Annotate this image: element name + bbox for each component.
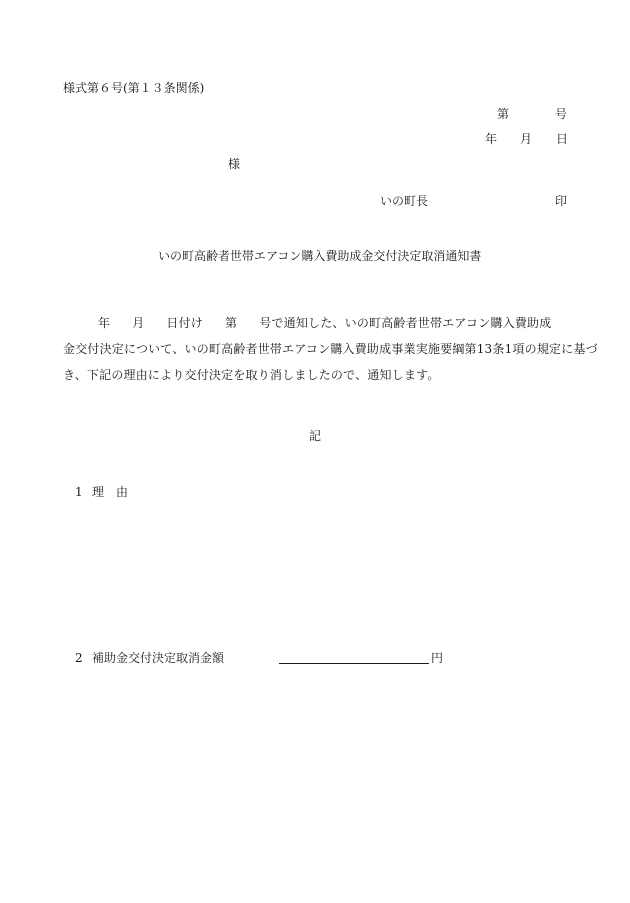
body-date-suffix: 日付け [166, 316, 204, 330]
date-month: 月 [520, 132, 533, 146]
date-day: 日 [556, 132, 569, 146]
date-year: 年 [485, 132, 498, 146]
item-1-label: 理 由 [92, 485, 129, 499]
notice-body-line-1 [63, 310, 578, 336]
issuer-name: いの町長 [380, 194, 429, 208]
body-line1-rest: 号で通知した、いの町高齢者世帯エアコン購入費助成 [259, 316, 552, 330]
item-2-number: 2 [75, 651, 83, 665]
doc-number-prefix: 第 [497, 107, 510, 121]
notice-body [63, 310, 598, 388]
notice-body-line-3: き、下記の理由により交付決定を取り消しましたので、通知します。 [63, 368, 440, 382]
amount-blank-line [279, 663, 429, 664]
issuer-seal: 印 [555, 194, 568, 208]
doc-number-suffix: 号 [555, 107, 568, 121]
ki-heading: 記 [309, 429, 322, 443]
amount-unit: 円 [431, 651, 444, 665]
item-1-number: 1 [75, 485, 83, 499]
body-month: 月 [132, 316, 145, 330]
notice-body-line-2: 金交付決定について、いの町高齢者世帯エアコン購入費助成事業実施要綱第13条1項の規定に基づ [63, 342, 598, 356]
body-number-prefix: 第 [225, 316, 238, 330]
form-number: 様式第６号(第１３条関係) [63, 81, 205, 95]
document-title: いの町高齢者世帯エアコン購入費助成金交付決定取消通知書 [158, 249, 482, 263]
item-2-label: 補助金交付決定取消金額 [92, 651, 225, 665]
body-year: 年 [98, 316, 111, 330]
recipient-honorific: 様 [228, 157, 241, 171]
